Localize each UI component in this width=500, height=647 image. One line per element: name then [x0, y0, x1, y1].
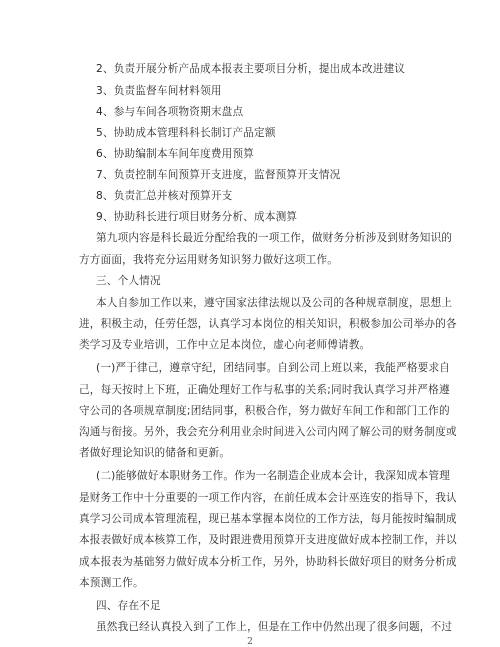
list-item: 7、负责控制车间预算开支进度，监督预算开支情况: [96, 169, 341, 181]
section-heading: 四、存在不足: [96, 600, 161, 612]
paragraph-line: 本报表做好成本核算工作，及时跟进费用预算开支进度做好成本控制工作，并以: [79, 534, 457, 546]
list-item: 6、协助编制本车间年度费用预算: [96, 148, 255, 160]
paragraph-line: 沟通与衔接。另外，我会充分利用业余时间进入公司内网了解公司的财务制度或: [79, 426, 457, 438]
paragraph-line: 成本报表为基础努力做好成本分析工作，另外，协助科长做好项目的财务分析成: [79, 556, 457, 568]
paragraph-line: 方方面面，我将充分运用财务知识努力做好这项工作。: [79, 254, 339, 266]
list-item: 2、负责开展分析产品成本报表主要项目分析，提出成本改进建议: [96, 63, 406, 75]
list-item: 5、协助成本管理科科长制订产品定额: [96, 127, 276, 139]
paragraph-line: 者做好理论知识的储备和更新。: [79, 447, 231, 459]
paragraph-line: 真学习公司成本管理流程，现已基本掌握本岗位的工作方法，每月能按时编制成: [79, 513, 457, 525]
list-item: 9、协助科长进行项目财务分析、成本测算: [96, 211, 298, 223]
list-item: 8、负责汇总并核对预算开支: [96, 190, 233, 202]
section-heading: 三、个人情况: [96, 275, 161, 287]
paragraph-line: 守公司的各项规章制度;团结同事，积极合作，努力做好车间工作和部门工作的: [79, 405, 450, 417]
page-number: 2: [247, 637, 253, 647]
paragraph-line: 是财务工作中十分重要的一项工作内容，在前任成本会计巫连安的指导下，我认: [79, 492, 457, 504]
paragraph-line: 虽然我已经认真投入到了工作上，但是在工作中仍然出现了很多问题，不过: [96, 621, 453, 633]
paragraph-line: 第九项内容是科长最近分配给我的一项工作，做财务分析涉及到财务知识的: [96, 232, 453, 244]
list-item: 4、参与车间各项物资期末盘点: [96, 106, 244, 118]
list-item: 3、负责监督车间材料领用: [96, 85, 222, 97]
paragraph-line: 本人自参加工作以来，遵守国家法律法规以及公司的各种规章制度，思想上: [96, 297, 453, 309]
paragraph-line: 类学习及专业培训，工作中立足本岗位，虚心向老师傅请教。: [79, 339, 371, 351]
paragraph-line: (二)能够做好本职财务工作。作为一名制造企业成本会计，我深知成本管理: [96, 470, 451, 482]
paragraph-line: (一)严于律己，遵章守纪，团结同事。自到公司上班以来，我能严格要求自: [96, 362, 451, 374]
paragraph-line: 本预测工作。: [79, 577, 144, 589]
paragraph-line: 己，每天按时上下班，正确处理好工作与私事的关系;同时我认真学习并严格遵: [79, 384, 450, 396]
paragraph-line: 进，积极主动，任劳任怨，认真学习本岗位的相关知识，积极参加公司举办的各: [79, 318, 457, 330]
